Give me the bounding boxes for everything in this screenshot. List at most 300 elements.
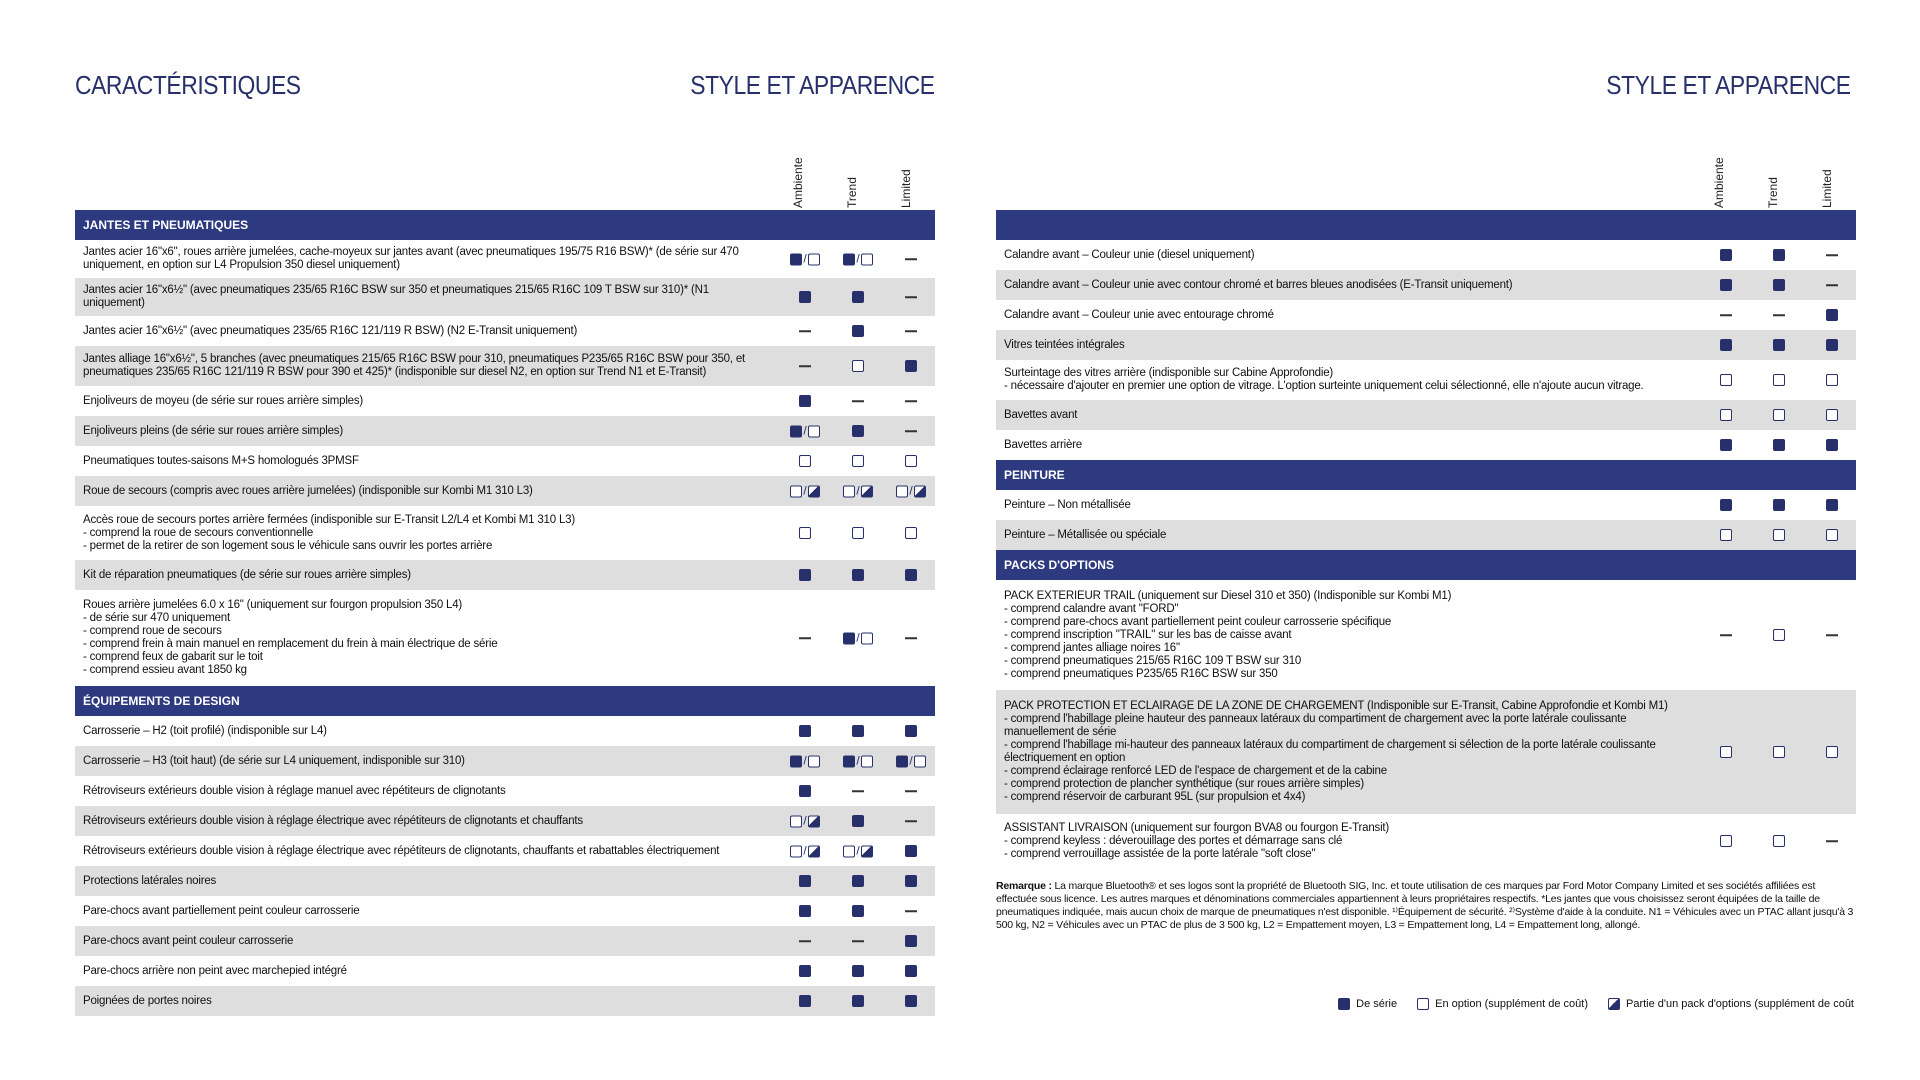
slash-separator: /: [909, 483, 913, 498]
row-label: PACK EXTERIEUR TRAIL (uniquement sur Diesel 310 et 350) (Indisponible sur Kombi M1) - comprend calandre avant "FORD" - comprend pare-chocs avant partiellement peint couleur carrosserie spécifique - comprend inscription "TRAIL" sur les bas de caisse avant - comprend jantes alliage noires 16" - comprend pneumatiques 215/65 R16C 109 T BSW sur 310 - comprend pneumatiques P235/65 R16C BSW sur 350: [1004, 589, 1452, 680]
row-label: Rétroviseurs extérieurs double vision à réglage électrique avec répétiteurs de clignotants, chauffants et rabattables électriquement: [83, 844, 720, 857]
availability-cell-trend: [1754, 439, 1804, 451]
slash-separator: /: [856, 630, 860, 645]
option-square-icon: [852, 455, 864, 467]
row-label: Jantes acier 16"x6½" (avec pneumatiques 235/65 R16C BSW sur 350 et pneumatiques 215/65 R16C 109 T BSW sur 310)* (N1 uniquement): [83, 284, 709, 309]
slash-separator: /: [856, 843, 860, 858]
slash-separator: /: [856, 251, 860, 266]
availability-cell-limited: [1807, 284, 1857, 286]
availability-cell-trend: [833, 755, 883, 768]
availability-cell-limited: [886, 755, 936, 768]
standard-square-icon: [799, 395, 811, 407]
row-label: Jantes acier 16"x6½" (avec pneumatiques 235/65 R16C 121/119 R BSW) (N2 E-Transit uniquement): [83, 324, 578, 337]
slash-separator: /: [803, 483, 807, 498]
option-square-icon: [790, 845, 802, 857]
availability-cell-trend: [833, 485, 883, 498]
standard-square-icon: [1773, 249, 1785, 261]
availability-cell-trend: [833, 905, 883, 917]
availability-cell-ambiente: [780, 569, 830, 581]
legend-standard: [1338, 998, 1397, 1010]
row-label: Peinture – Métallisée ou spéciale: [1004, 528, 1167, 541]
availability-cell-limited: [886, 527, 936, 539]
standard-square-icon: [1826, 499, 1838, 511]
not-available-dash-icon: [1720, 314, 1732, 316]
not-available-dash-icon: [852, 400, 864, 402]
row-label: Bavettes arrière: [1004, 438, 1082, 451]
availability-cell-trend: [833, 790, 883, 792]
standard-square-icon: [1773, 339, 1785, 351]
column-header-limited: Limited: [1820, 169, 1834, 208]
availability-cell-ambiente: [780, 940, 830, 942]
left-rows: [75, 210, 935, 1016]
option-square-icon: [852, 360, 864, 372]
option-square-icon: [861, 755, 873, 767]
row-label: Poignées de portes noires: [83, 994, 212, 1007]
not-available-dash-icon: [905, 790, 917, 792]
not-available-dash-icon: [799, 365, 811, 367]
standard-square-icon: [852, 965, 864, 977]
table-row: [75, 776, 935, 806]
option-square-icon: [1826, 409, 1838, 421]
availability-cell-trend: [1754, 629, 1804, 641]
availability-cell-ambiente: [780, 253, 830, 266]
standard-square-icon: [1720, 249, 1732, 261]
legend-pack: [1608, 998, 1854, 1010]
not-available-dash-icon: [905, 910, 917, 912]
table-row: [996, 270, 1856, 300]
availability-cell-ambiente: [780, 785, 830, 797]
option-square-icon: [1773, 746, 1785, 758]
availability-cell-ambiente: [780, 395, 830, 407]
option-square-icon: [905, 527, 917, 539]
option-square-icon: [808, 755, 820, 767]
availability-cell-trend: [833, 725, 883, 737]
availability-cell-limited: [886, 330, 936, 332]
standard-square-icon: [799, 725, 811, 737]
availability-cell-limited: [886, 400, 936, 402]
standard-square-icon: [1720, 439, 1732, 451]
availability-cell-limited: [886, 820, 936, 822]
table-row: [75, 240, 935, 278]
table-row: [75, 746, 935, 776]
table-row: [996, 490, 1856, 520]
not-available-dash-icon: [1826, 840, 1838, 842]
table-row: [996, 430, 1856, 460]
slash-separator: /: [803, 251, 807, 266]
table-row: [75, 836, 935, 866]
pack-square-icon: [1608, 998, 1620, 1010]
availability-cell-limited: [1807, 499, 1857, 511]
row-label: Calandre avant – Couleur unie (diesel uniquement): [1004, 248, 1255, 261]
table-row: [75, 986, 935, 1016]
availability-cell-limited: [886, 995, 936, 1007]
standard-square-icon: [1720, 339, 1732, 351]
standard-square-icon: [790, 253, 802, 265]
option-square-icon: [1773, 529, 1785, 541]
slash-separator: /: [856, 753, 860, 768]
availability-cell-ambiente: [780, 365, 830, 367]
availability-cell-trend: [1754, 279, 1804, 291]
table-row: [996, 520, 1856, 550]
availability-cell-limited: [886, 296, 936, 298]
row-label: Rétroviseurs extérieurs double vision à réglage manuel avec répétiteurs de clignotants: [83, 784, 506, 797]
standard-square-icon: [1826, 439, 1838, 451]
option-square-icon: [1720, 374, 1732, 386]
standard-square-icon: [843, 253, 855, 265]
option-square-icon: [1773, 374, 1785, 386]
standard-square-icon: [1720, 279, 1732, 291]
row-label: Calandre avant – Couleur unie avec entourage chromé: [1004, 308, 1274, 321]
pack-square-icon: [808, 845, 820, 857]
not-available-dash-icon: [905, 637, 917, 639]
row-label: Pneumatiques toutes-saisons M+S homologués 3PMSF: [83, 454, 359, 467]
not-available-dash-icon: [905, 820, 917, 822]
availability-cell-limited: [886, 455, 936, 467]
availability-cell-limited: [1807, 254, 1857, 256]
availability-cell-trend: [1754, 499, 1804, 511]
row-label: Surteintage des vitres arrière (indisponible sur Cabine Approfondie) - nécessaire d'ajouter en premier une option de vitrage. L'option surteinte uniquement celui sélectionné, elle n'ajoute aucun vitrage.: [1004, 367, 1644, 392]
availability-cell-ambiente: [780, 637, 830, 639]
table-row: [75, 590, 935, 686]
availability-cell-ambiente: [1701, 249, 1751, 261]
availability-cell-ambiente: [780, 995, 830, 1007]
option-square-icon: [1720, 746, 1732, 758]
standard-square-icon: [1773, 439, 1785, 451]
availability-cell-ambiente: [780, 330, 830, 332]
standard-square-icon: [852, 569, 864, 581]
row-label: Pare-chocs arrière non peint avec marchepied intégré: [83, 964, 347, 977]
availability-cell-trend: [833, 360, 883, 372]
standard-square-icon: [799, 905, 811, 917]
table-row: [75, 866, 935, 896]
row-label: Enjoliveurs de moyeu (de série sur roues arrière simples): [83, 394, 364, 407]
standard-square-icon: [790, 755, 802, 767]
availability-cell-trend: [1754, 339, 1804, 351]
standard-square-icon: [852, 875, 864, 887]
row-label: Vitres teintées intégrales: [1004, 338, 1125, 351]
availability-cell-limited: [886, 725, 936, 737]
availability-cell-ambiente: [1701, 339, 1751, 351]
row-label: PACK PROTECTION ET ECLAIRAGE DE LA ZONE DE CHARGEMENT (Indisponible sur E-Transit, Cabine Approfondie et Kombi M1) - comprend l'habillage pleine hauteur des panneaux latéraux du compartiment de chargement avec la porte latérale coulissante manuellement de série - comprend l'habillage mi-hauteur des panneaux latéraux du compartiment de chargement si sélection de la porte latérale coulissante électriquement en option - comprend éclairage renforcé LED de l'espace de chargement et de la cabine - comprend protection de plancher synthétique (sur roues arrière simples) - comprend réservoir de carburant 95L (sur propulsion et 4x4): [1004, 700, 1668, 803]
row-label: Jantes alliage 16"x6½", 5 branches (avec pneumatiques 215/65 R16C BSW pour 310, pneumatiques P235/65 R16C BSW pour 350, et pneumatiques 235/65 R16C 121/119 R BSW pour 390 et 425)* (indisponible sur diesel N2, en option sur Trend N1 et E-Transit): [83, 353, 746, 378]
availability-cell-trend: [1754, 374, 1804, 386]
availability-cell-limited: [1807, 840, 1857, 842]
availability-cell-ambiente: [780, 845, 830, 858]
availability-cell-trend: [833, 632, 883, 645]
pack-square-icon: [808, 485, 820, 497]
availability-cell-ambiente: [780, 905, 830, 917]
not-available-dash-icon: [1720, 634, 1732, 636]
column-header-trend: Trend: [1766, 177, 1780, 208]
row-label: Peinture – Non métallisée: [1004, 498, 1131, 511]
availability-cell-trend: [1754, 409, 1804, 421]
availability-cell-trend: [833, 455, 883, 467]
availability-cell-limited: [886, 875, 936, 887]
table-row: [996, 580, 1856, 690]
legend-standard-label: De série: [1356, 998, 1398, 1010]
availability-cell-limited: [1807, 439, 1857, 451]
availability-cell-limited: [1807, 529, 1857, 541]
row-label: Carrosserie – H3 (toit haut) (de série sur L4 uniquement, indisponible sur 310): [83, 754, 465, 767]
standard-square-icon: [905, 725, 917, 737]
table-row: [75, 716, 935, 746]
availability-cell-limited: [886, 430, 936, 432]
section-header: PACKS D'OPTIONS: [996, 550, 1856, 580]
row-label: Carrosserie – H2 (toit profilé) (indisponible sur L4): [83, 724, 327, 737]
row-label: Calandre avant – Couleur unie avec contour chromé et barres bleues anodisées (E-Transit uniquement): [1004, 278, 1513, 291]
option-square-icon: [790, 485, 802, 497]
availability-cell-ambiente: [780, 527, 830, 539]
availability-cell-limited: [886, 637, 936, 639]
standard-square-icon: [905, 875, 917, 887]
option-square-icon: [896, 485, 908, 497]
standard-square-icon: [905, 965, 917, 977]
section-header: ÉQUIPEMENTS DE DESIGN: [75, 686, 935, 716]
option-square-icon: [1773, 629, 1785, 641]
availability-cell-ambiente: [780, 875, 830, 887]
slash-separator: /: [803, 753, 807, 768]
availability-cell-limited: [886, 360, 936, 372]
row-label: Bavettes avant: [1004, 408, 1078, 421]
availability-cell-limited: [1807, 374, 1857, 386]
availability-cell-trend: [833, 995, 883, 1007]
row-label: Roue de secours (compris avec roues arrière jumelées) (indisponible sur Kombi M1 310 L3): [83, 484, 533, 497]
availability-cell-ambiente: [1701, 409, 1751, 421]
table-row: [996, 690, 1856, 814]
option-square-icon: [843, 485, 855, 497]
table-row: [996, 814, 1856, 868]
table-row: [996, 330, 1856, 360]
standard-square-icon: [852, 291, 864, 303]
not-available-dash-icon: [905, 400, 917, 402]
table-row: [75, 956, 935, 986]
column-header-ambiente: Ambiente: [1712, 157, 1726, 208]
availability-cell-ambiente: [780, 291, 830, 303]
standard-square-icon: [1826, 339, 1838, 351]
availability-cell-ambiente: [1701, 314, 1751, 316]
standard-square-icon: [905, 360, 917, 372]
row-label: Roues arrière jumelées 6.0 x 16" (uniquement sur fourgon propulsion 350 L4) - de série sur 470 uniquement - comprend roue de secours - comprend frein à main manuel en remplacement du frein à main électrique de série - comprend feux de gabarit sur le toit - comprend essieu avant 1850 kg: [83, 599, 498, 676]
availability-cell-ambiente: [780, 455, 830, 467]
availability-cell-trend: [833, 569, 883, 581]
availability-cell-limited: [1807, 339, 1857, 351]
legend: [1338, 998, 1854, 1010]
remark-text: La marque Bluetooth® et ses logos sont la propriété de Bluetooth SIG, Inc. et toute utilisation de ces marques par Ford Motor Company Limited et ses sociétés affiliées est effectuée sous licence. Les autres marques et dénominations commerciales appartiennent à leurs propriétaires respectifs. *Les jantes que vous choisissez seront équipées de la taille de pneumatiques indiquée, mais aucun choix de marque de pneumatiques n'est disponible. ¹⁾Équipement de sécurité. ²⁾Système d'aide à la conduite. N1 = Véhicules avec un PTAC allant jusqu'à 3 500 kg, N2 = Véhicules avec un PTAC de plus de 3 500 kg, L2 = Empattement moyen, L3 = Empattement long, L4 = Empattement long, allongé.: [996, 880, 1854, 931]
availability-cell-trend: [833, 815, 883, 827]
standard-square-icon: [852, 725, 864, 737]
standard-square-icon: [852, 905, 864, 917]
standard-square-icon: [905, 845, 917, 857]
availability-cell-ambiente: [1701, 835, 1751, 847]
slash-separator: /: [803, 843, 807, 858]
section-title-style-right: STYLE ET APPARENCE: [1606, 70, 1851, 100]
table-row: [75, 446, 935, 476]
standard-square-icon: [905, 995, 917, 1007]
option-square-icon: [843, 845, 855, 857]
availability-cell-limited: [886, 485, 936, 498]
row-label: Enjoliveurs pleins (de série sur roues arrière simples): [83, 424, 343, 437]
slash-separator: /: [803, 813, 807, 828]
option-square-icon: [808, 253, 820, 265]
standard-square-icon: [1826, 309, 1838, 321]
remark-title: Remarque :: [996, 880, 1052, 892]
not-available-dash-icon: [905, 296, 917, 298]
table-row: [75, 896, 935, 926]
standard-square-icon: [905, 569, 917, 581]
table-row: [996, 400, 1856, 430]
option-square-icon: [799, 455, 811, 467]
table-row: [75, 386, 935, 416]
not-available-dash-icon: [905, 330, 917, 332]
column-header-limited: Limited: [899, 169, 913, 208]
option-square-icon: [1773, 835, 1785, 847]
right-rows: [996, 210, 1856, 868]
row-label: Accès roue de secours portes arrière fermées (indisponible sur E-Transit L2/L4 et Kombi M1 310 L3) - comprend la roue de secours conventionnelle - permet de la retirer de son logement sous le véhicule sans ouvrir les portes arrière: [83, 513, 575, 552]
slash-separator: /: [856, 483, 860, 498]
option-square-icon: [1720, 409, 1732, 421]
standard-square-icon: [896, 755, 908, 767]
availability-cell-trend: [833, 325, 883, 337]
column-header-trend: Trend: [845, 177, 859, 208]
table-row: [75, 506, 935, 560]
availability-cell-ambiente: [1701, 439, 1751, 451]
standard-square-icon: [799, 569, 811, 581]
section-header: [996, 210, 1856, 240]
row-label: Pare-chocs avant partiellement peint couleur carrosserie: [83, 904, 360, 917]
availability-cell-ambiente: [780, 425, 830, 438]
not-available-dash-icon: [1773, 314, 1785, 316]
availability-cell-trend: [833, 845, 883, 858]
availability-cell-trend: [833, 400, 883, 402]
row-label: Rétroviseurs extérieurs double vision à réglage électrique avec répétiteurs de clignotants et chauffants: [83, 814, 583, 827]
legend-option-label: En option (supplément de coût): [1435, 998, 1588, 1010]
not-available-dash-icon: [799, 637, 811, 639]
page-title-caracteristiques: CARACTÉRISTIQUES: [75, 70, 301, 100]
standard-square-icon: [1773, 499, 1785, 511]
row-label: Protections latérales noires: [83, 874, 217, 887]
table-row: [75, 560, 935, 590]
availability-cell-ambiente: [780, 755, 830, 768]
standard-square-icon: [852, 995, 864, 1007]
availability-cell-ambiente: [1701, 634, 1751, 636]
option-square-icon: [799, 527, 811, 539]
option-square-icon: [914, 755, 926, 767]
availability-cell-ambiente: [780, 485, 830, 498]
not-available-dash-icon: [799, 940, 811, 942]
option-square-icon: [808, 425, 820, 437]
standard-square-icon: [843, 755, 855, 767]
availability-cell-trend: [1754, 249, 1804, 261]
availability-cell-trend: [1754, 314, 1804, 316]
not-available-dash-icon: [852, 790, 864, 792]
standard-square-icon: [852, 815, 864, 827]
pack-square-icon: [808, 815, 820, 827]
standard-square-icon: [790, 425, 802, 437]
table-row: [75, 806, 935, 836]
standard-square-icon: [905, 935, 917, 947]
availability-cell-limited: [886, 569, 936, 581]
not-available-dash-icon: [799, 330, 811, 332]
option-square-icon: [1826, 746, 1838, 758]
standard-square-icon: [852, 325, 864, 337]
availability-cell-trend: [833, 940, 883, 942]
not-available-dash-icon: [1826, 634, 1838, 636]
table-row: [996, 360, 1856, 400]
availability-cell-trend: [833, 425, 883, 437]
availability-cell-trend: [833, 965, 883, 977]
standard-square-icon: [843, 632, 855, 644]
availability-cell-ambiente: [780, 965, 830, 977]
option-square-icon: [905, 455, 917, 467]
table-row: [75, 476, 935, 506]
availability-cell-ambiente: [1701, 499, 1751, 511]
slash-separator: /: [803, 423, 807, 438]
availability-cell-ambiente: [1701, 746, 1751, 758]
option-square-icon: [1773, 409, 1785, 421]
standard-square-icon: [1720, 499, 1732, 511]
section-header: JANTES ET PNEUMATIQUES: [75, 210, 935, 240]
table-row: [996, 240, 1856, 270]
standard-square-icon: [799, 995, 811, 1007]
legend-pack-label: Partie d'un pack d'options (supplément de coût: [1625, 998, 1854, 1010]
section-title-style-left: STYLE ET APPARENCE: [690, 70, 935, 100]
option-square-icon: [1826, 374, 1838, 386]
option-square-icon: [852, 527, 864, 539]
availability-cell-limited: [1807, 409, 1857, 421]
not-available-dash-icon: [905, 258, 917, 260]
section-header: PEINTURE: [996, 460, 1856, 490]
availability-cell-ambiente: [780, 725, 830, 737]
table-row: [75, 416, 935, 446]
pack-square-icon: [861, 845, 873, 857]
availability-cell-limited: [886, 845, 936, 857]
option-square-icon: [861, 632, 873, 644]
availability-cell-trend: [833, 527, 883, 539]
not-available-dash-icon: [1826, 254, 1838, 256]
availability-cell-trend: [833, 875, 883, 887]
availability-cell-trend: [1754, 529, 1804, 541]
remark-note: [996, 880, 1856, 932]
row-label: Pare-chocs avant peint couleur carrosserie: [83, 934, 294, 947]
not-available-dash-icon: [852, 940, 864, 942]
legend-option: [1417, 998, 1588, 1010]
availability-cell-trend: [833, 253, 883, 266]
availability-cell-limited: [886, 965, 936, 977]
column-header-ambiente: Ambiente: [791, 157, 805, 208]
availability-cell-ambiente: [780, 815, 830, 828]
availability-cell-trend: [1754, 835, 1804, 847]
table-row: [75, 926, 935, 956]
option-square-icon: [1417, 998, 1429, 1010]
row-label: Jantes acier 16"x6", roues arrière jumelées, cache-moyeux sur jantes avant (avec pneumatiques 195/75 R16 BSW)* (de série sur 470 uniquement, en option sur L4 Propulsion 350 diesel uniquement): [83, 246, 739, 271]
not-available-dash-icon: [905, 430, 917, 432]
availability-cell-ambiente: [1701, 374, 1751, 386]
availability-cell-limited: [1807, 634, 1857, 636]
availability-cell-limited: [886, 910, 936, 912]
availability-cell-ambiente: [1701, 529, 1751, 541]
availability-cell-limited: [1807, 309, 1857, 321]
option-square-icon: [1720, 529, 1732, 541]
standard-square-icon: [799, 875, 811, 887]
row-label: Kit de réparation pneumatiques (de série sur roues arrière simples): [83, 568, 411, 581]
row-label: ASSISTANT LIVRAISON (uniquement sur fourgon BVA8 ou fourgon E-Transit) - comprend keyless : déverouillage des portes et démarrage sans clé - comprend verrouillage assistée de la porte latérale "soft close": [1004, 821, 1390, 860]
availability-cell-limited: [886, 790, 936, 792]
pack-square-icon: [914, 485, 926, 497]
table-row: [996, 300, 1856, 330]
table-row: [75, 278, 935, 316]
option-square-icon: [1826, 529, 1838, 541]
availability-cell-trend: [1754, 746, 1804, 758]
